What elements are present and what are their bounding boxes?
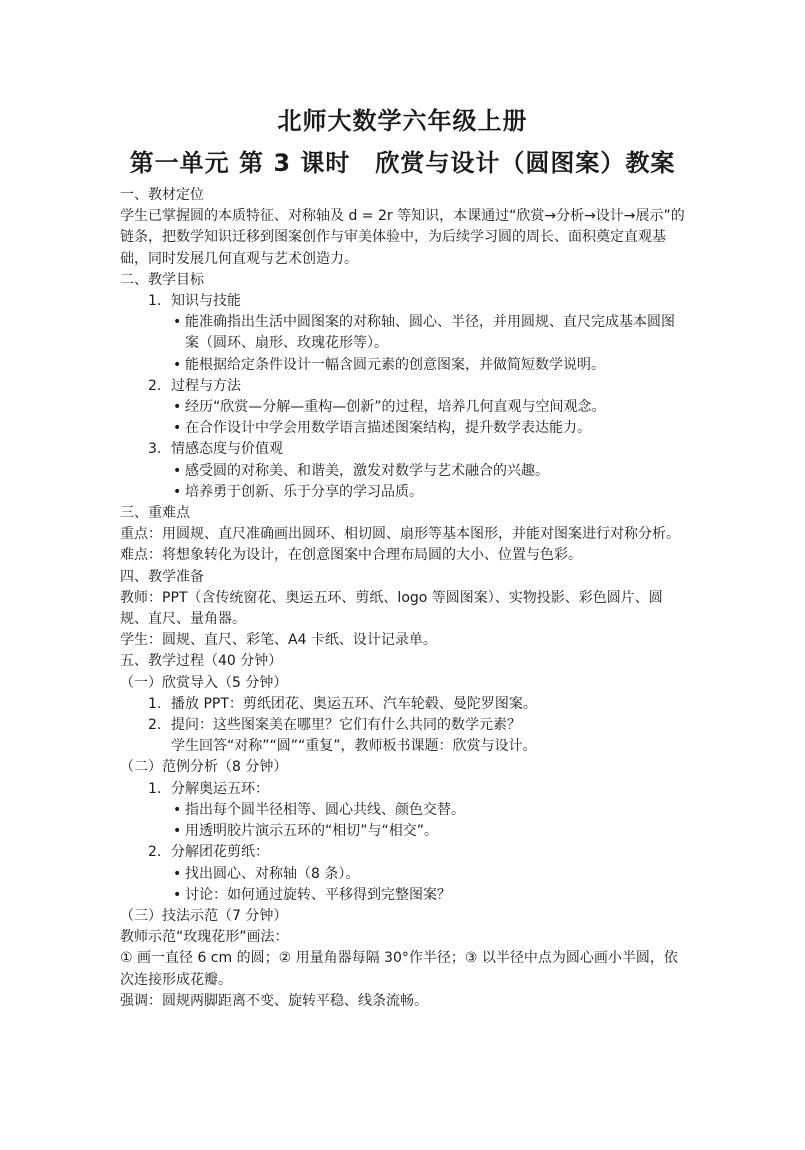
difficult-point: 难点：将想象转化为设计，在创意图案中合理布局圆的大小、位置与色彩。 — [120, 547, 582, 564]
document-title: 北师大数学六年级上册 — [277, 107, 528, 135]
section-heading: 一、教材定位 — [120, 187, 204, 203]
bullet-icon: • — [173, 420, 182, 437]
document-body — [120, 185, 686, 1012]
list-item: 2. 提问：这些图案美在哪里？它们有什么共同的数学元素？ — [148, 717, 521, 734]
bullet-item: • 讨论：如何通过旋转、平移得到完整图案？ — [120, 885, 686, 906]
list-item: 1. 知识与技能 — [148, 293, 241, 310]
list-item: 3. 情感态度与价值观 — [148, 441, 283, 458]
bullet-icon: • — [173, 865, 182, 882]
subsection-heading: （一）欣赏导入（5 分钟） — [120, 674, 288, 691]
bullet-icon: • — [173, 462, 182, 479]
bullet-icon: • — [173, 356, 182, 373]
subsection-heading: （三）技法示范（7 分钟） — [120, 907, 288, 924]
bullet-item: • 能根据给定条件设计一幅含圆元素的创意图案，并做简短数学说明。 — [120, 355, 686, 376]
bullet-item: • 指出每个圆半径相等、圆心共线、颜色交替。 — [120, 800, 686, 821]
bullet-item: • 能准确指出生活中圆图案的对称轴、圆心、半径，并用圆规、直尺完成基本圆图案（圆环、扇形、玫瑰花形等）。 — [173, 314, 675, 352]
bullet-item: • 用透明胶片演示五环的“相切”与“相交”。 — [120, 821, 686, 842]
bullet-icon: • — [173, 314, 182, 331]
paragraph: 教师示范“玫瑰花形”画法： — [120, 929, 289, 946]
bullet-item: • 在合作设计中学会用数学语言描述图案结构，提升数学表达能力。 — [120, 418, 686, 439]
subsection-heading: （二）范例分析（8 分钟） — [120, 759, 288, 776]
list-item: 1. 播放 PPT：剪纸团花、奥运五环、汽车轮毂、曼陀罗图案。 — [148, 695, 537, 712]
section-heading: 三、重难点 — [120, 505, 190, 522]
bullet-icon: • — [173, 886, 182, 903]
list-item: 2. 分解团花剪纸： — [148, 844, 269, 861]
teacher-prep: 教师：PPT（含传统窗花、奥运五环、剪纸、logo 等圆图案）、实物投影、彩色圆片、圆规、直尺、量角器。 — [120, 589, 663, 628]
paragraph: 学生已掌握圆的本质特征、对称轴及 d = 2r 等知识，本课通过“欣赏→分析→设计→展示”的链条，把数学知识迁移到图案创作与审美体验中，为后续学习圆的周长、面积奠定直观基础，同时发展几何直观与艺术创造力。 — [120, 208, 685, 267]
list-item: 1. 分解奥运五环： — [148, 780, 269, 797]
list-item: 2. 过程与方法 — [148, 377, 241, 394]
objectives-list — [120, 291, 686, 312]
section-heading: 四、教学准备 — [120, 568, 204, 585]
student-answer: 学生回答“对称”“圆”“重复”，教师板书课题：欣赏与设计。 — [171, 738, 537, 755]
bullet-item: • 经历“欣赏—分解—重构—创新”的过程，培养几何直观与空间观念。 — [120, 397, 686, 418]
section-heading: 二、教学目标 — [120, 271, 204, 288]
bullet-icon: • — [173, 801, 182, 818]
bullet-icon: • — [173, 483, 182, 500]
bullet-item: • 培养勇于创新、乐于分享的学习品质。 — [120, 482, 686, 503]
paragraph: ① 画一直径 6 cm 的圆；② 用量角器每隔 30°作半径；③ 以半径中点为圆心画小半圆，依次连接形成花瓣。 — [120, 950, 678, 988]
paragraph: 强调：圆规两脚距离不变、旋转平稳、线条流畅。 — [120, 992, 428, 1009]
key-point: 重点：用圆规、直尺准确画出圆环、相切圆、扇形等基本图形，并能对图案进行对称分析。 — [120, 526, 680, 543]
student-prep: 学生：圆规、直尺、彩笔、A4 卡纸、设计记录单。 — [120, 632, 437, 649]
bullet-item: • 找出圆心、对称轴（8 条）。 — [120, 864, 686, 885]
section-heading: 五、教学过程（40 分钟） — [120, 653, 283, 670]
lesson-title: 第一单元 第 3 课时 欣赏与设计（圆图案）教案 — [129, 149, 676, 177]
bullet-icon: • — [173, 823, 182, 840]
bullet-icon: • — [173, 399, 182, 416]
bullet-item: • 感受圆的对称美、和谐美，激发对数学与艺术融合的兴趣。 — [120, 461, 686, 482]
